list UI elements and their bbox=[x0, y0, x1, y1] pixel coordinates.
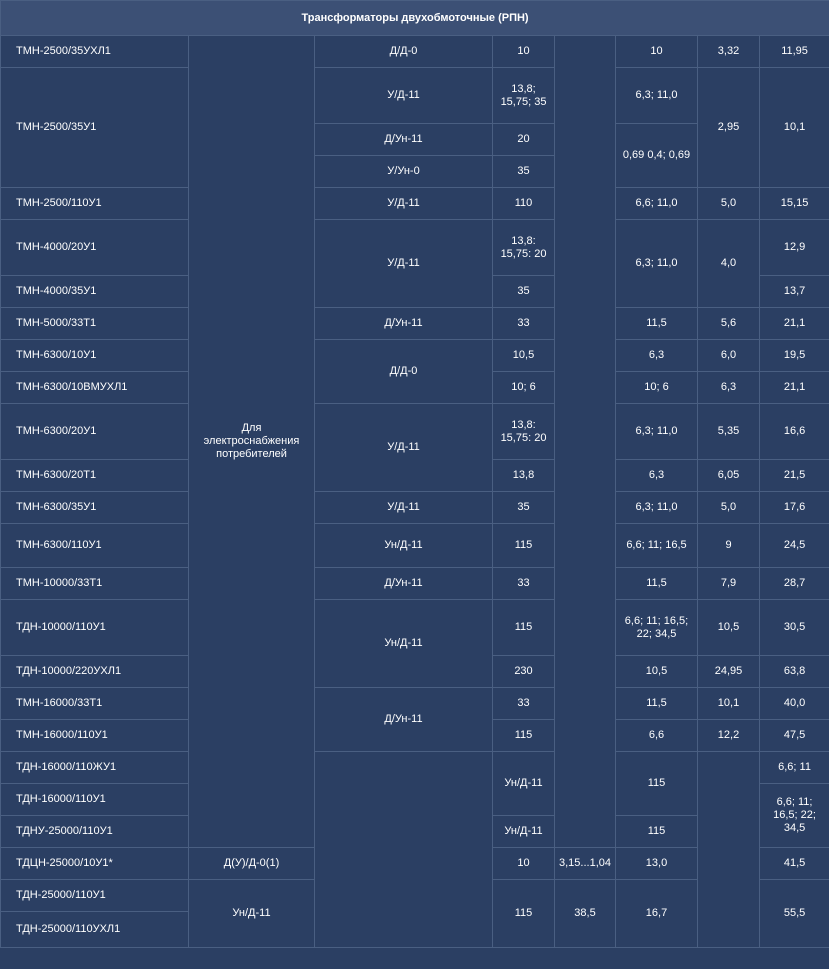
lv-cell: 6,3; 11,0 bbox=[616, 220, 698, 308]
no-load-loss-cell: 5,0 bbox=[698, 188, 760, 220]
short-circuit-loss-cell: 55,5 bbox=[760, 880, 829, 948]
connection-cell: У/Д-11 bbox=[315, 68, 493, 124]
model-cell: ТМН-6300/20Т1 bbox=[1, 460, 189, 492]
connection-cell: У/Д-11 bbox=[315, 220, 493, 308]
lv-cell: 6,6; 11; 16,5; 22; 34,5 bbox=[760, 784, 829, 848]
short-circuit-loss-cell: 15,15 bbox=[760, 188, 829, 220]
connection-cell: Ун/Д-11 bbox=[315, 600, 493, 688]
no-load-loss-cell: 3,32 bbox=[698, 36, 760, 68]
lv-cell: 10 bbox=[616, 36, 698, 68]
lv-cell: 6,3; 11,0 bbox=[616, 68, 698, 124]
short-circuit-loss-cell: 47,5 bbox=[760, 720, 829, 752]
table-title: Трансформаторы двухобмоточные (РПН) bbox=[1, 1, 829, 36]
no-load-loss-cell: 6,05 bbox=[698, 460, 760, 492]
hv-cell: 115 bbox=[493, 600, 555, 656]
no-load-loss-cell: 16,7 bbox=[616, 880, 698, 948]
lv-cell: 11,5 bbox=[616, 688, 698, 720]
no-load-loss-cell: 13,0 bbox=[616, 848, 698, 880]
table-row bbox=[1, 568, 829, 600]
hv-cell: 115 bbox=[493, 880, 555, 948]
hv-cell: 33 bbox=[493, 308, 555, 340]
connection-cell: Д/Д-0 bbox=[315, 340, 493, 404]
lv-cell: 6,6; 11 bbox=[760, 752, 829, 784]
table-row bbox=[1, 492, 829, 524]
short-circuit-loss-cell: 21,1 bbox=[760, 372, 829, 404]
lv-cell: 6,6; 11; 16,5; 22; 34,5 bbox=[616, 600, 698, 656]
short-circuit-loss-cell: 40,0 bbox=[760, 688, 829, 720]
table-row bbox=[1, 340, 829, 372]
model-cell: ТМН-2500/110У1 bbox=[1, 188, 189, 220]
lv-cell: 10,5 bbox=[616, 656, 698, 688]
short-circuit-loss-cell: 19,5 bbox=[760, 340, 829, 372]
hv-cell: 33 bbox=[493, 688, 555, 720]
model-cell: ТМН-16000/110У1 bbox=[1, 720, 189, 752]
hv-cell: 115 bbox=[493, 720, 555, 752]
model-cell: ТМН-6300/110У1 bbox=[1, 524, 189, 568]
table-row bbox=[1, 752, 829, 784]
table-row bbox=[1, 188, 829, 220]
model-cell: ТМН-6300/10ВМУХЛ1 bbox=[1, 372, 189, 404]
connection-cell: Ун/Д-11 bbox=[493, 752, 555, 816]
hv-cell: 13,8; 15,75; 35 bbox=[493, 68, 555, 124]
short-circuit-loss-cell: 17,6 bbox=[760, 492, 829, 524]
hv-cell: 35 bbox=[493, 276, 555, 308]
lv-cell: 38,5 bbox=[555, 880, 616, 948]
no-load-loss-cell: 9 bbox=[698, 524, 760, 568]
no-load-loss-cell: 7,9 bbox=[698, 568, 760, 600]
hv-cell: 230 bbox=[493, 656, 555, 688]
lv-cell: 0,69 0,4; 0,69 bbox=[616, 124, 698, 188]
short-circuit-loss-cell: 41,5 bbox=[760, 848, 829, 880]
short-circuit-loss-cell: 30,5 bbox=[760, 600, 829, 656]
no-load-loss-cell: 4,0 bbox=[698, 220, 760, 308]
connection-cell: Д/Ун-11 bbox=[315, 308, 493, 340]
hv-cell: 10 bbox=[493, 36, 555, 68]
model-cell: ТМН-6300/20У1 bbox=[1, 404, 189, 460]
model-cell: ТМН-10000/33Т1 bbox=[1, 568, 189, 600]
no-load-loss-cell: 5,0 bbox=[698, 492, 760, 524]
purpose-cell-empty bbox=[315, 752, 493, 948]
lv-cell: 10; 6 bbox=[616, 372, 698, 404]
lv-cell: 6,3; 11,0 bbox=[616, 492, 698, 524]
table-row bbox=[1, 36, 829, 68]
hv-cell: 33 bbox=[493, 568, 555, 600]
model-cell: ТМН-16000/33Т1 bbox=[1, 688, 189, 720]
connection-cell: Ун/Д-11 bbox=[189, 880, 315, 948]
purpose-cell: Для электроснабжения потребителей bbox=[189, 36, 315, 848]
short-circuit-loss-cell: 21,5 bbox=[760, 460, 829, 492]
connection-cell: У/Д-11 bbox=[315, 404, 493, 492]
hv-cell: 13,8 bbox=[493, 460, 555, 492]
model-cell: ТДН-10000/220УХЛ1 bbox=[1, 656, 189, 688]
table-row bbox=[1, 688, 829, 720]
hv-cell: 35 bbox=[493, 156, 555, 188]
hv-cell: 10 bbox=[493, 848, 555, 880]
model-cell: ТДН-10000/110У1 bbox=[1, 600, 189, 656]
short-circuit-loss-cell: 28,7 bbox=[760, 568, 829, 600]
no-load-loss-cell: 5,6 bbox=[698, 308, 760, 340]
hv-cell: 35 bbox=[493, 492, 555, 524]
model-cell: ТДН-25000/110УХЛ1 bbox=[1, 912, 189, 948]
no-load-loss-cell: 2,95 bbox=[698, 68, 760, 188]
model-cell: ТМН-5000/33Т1 bbox=[1, 308, 189, 340]
connection-cell: Д/Ун-11 bbox=[315, 124, 493, 156]
model-cell: ТДН-25000/110У1 bbox=[1, 880, 189, 912]
hv-cell: 110 bbox=[493, 188, 555, 220]
lv-cell: 6,6 bbox=[616, 720, 698, 752]
no-load-loss-cell: 10,5 bbox=[698, 600, 760, 656]
model-cell: ТМН-2500/35УХЛ1 bbox=[1, 36, 189, 68]
short-circuit-loss-cell: 16,6 bbox=[760, 404, 829, 460]
model-cell: ТДНУ-25000/110У1 bbox=[1, 816, 189, 848]
connection-cell: У/Д-11 bbox=[315, 188, 493, 220]
no-load-loss-cell: 6,3 bbox=[698, 372, 760, 404]
hv-cell: 115 bbox=[493, 524, 555, 568]
table-row bbox=[1, 68, 829, 124]
hv-cell: 10,5 bbox=[493, 340, 555, 372]
short-circuit-loss-cell: 11,95 bbox=[760, 36, 829, 68]
table-row bbox=[1, 308, 829, 340]
hv-cell: 20 bbox=[493, 124, 555, 156]
short-circuit-loss-cell: 13,7 bbox=[760, 276, 829, 308]
empty-cell bbox=[698, 752, 760, 948]
lv-cell: 6,3 bbox=[616, 460, 698, 492]
table-row bbox=[1, 600, 829, 656]
hv-cell: 10; 6 bbox=[493, 372, 555, 404]
no-load-loss-cell: 24,95 bbox=[698, 656, 760, 688]
lv-cell: 11,5 bbox=[616, 568, 698, 600]
no-load-loss-cell: 6,0 bbox=[698, 340, 760, 372]
connection-cell: Д(У)/Д-0(1) bbox=[189, 848, 315, 880]
lv-cell: 3,15...1,04 bbox=[555, 848, 616, 880]
no-load-loss-cell: 5,35 bbox=[698, 404, 760, 460]
lv-cell: 6,6; 11; 16,5 bbox=[616, 524, 698, 568]
model-cell: ТДН-16000/110У1 bbox=[1, 784, 189, 816]
short-circuit-loss-cell: 10,1 bbox=[760, 68, 829, 188]
lv-cell: 6,3; 11,0 bbox=[616, 404, 698, 460]
connection-cell: У/Д-11 bbox=[315, 492, 493, 524]
model-cell: ТМН-6300/35У1 bbox=[1, 492, 189, 524]
hv-cell: 13,8: 15,75: 20 bbox=[493, 404, 555, 460]
short-circuit-loss-cell: 24,5 bbox=[760, 524, 829, 568]
hv-cell: 115 bbox=[616, 752, 698, 816]
empty-cell bbox=[555, 36, 616, 848]
table-row bbox=[1, 404, 829, 460]
short-circuit-loss-cell: 21,1 bbox=[760, 308, 829, 340]
lv-cell: 6,6; 11,0 bbox=[616, 188, 698, 220]
model-cell: ТДН-16000/110ЖУ1 bbox=[1, 752, 189, 784]
short-circuit-loss-cell: 12,9 bbox=[760, 220, 829, 276]
no-load-loss-cell: 10,1 bbox=[698, 688, 760, 720]
lv-cell: 6,3 bbox=[616, 340, 698, 372]
hv-cell: 13,8: 15,75: 20 bbox=[493, 220, 555, 276]
model-cell: ТДЦН-25000/10У1* bbox=[1, 848, 189, 880]
short-circuit-loss-cell: 63,8 bbox=[760, 656, 829, 688]
connection-cell: Ун/Д-11 bbox=[493, 816, 555, 848]
connection-cell: Д/Ун-11 bbox=[315, 688, 493, 752]
hv-cell: 115 bbox=[616, 816, 698, 848]
model-cell: ТМН-6300/10У1 bbox=[1, 340, 189, 372]
connection-cell: У/Ун-0 bbox=[315, 156, 493, 188]
model-cell: ТМН-4000/35У1 bbox=[1, 276, 189, 308]
no-load-loss-cell: 12,2 bbox=[698, 720, 760, 752]
connection-cell: Д/Ун-11 bbox=[315, 568, 493, 600]
model-cell: ТМН-4000/20У1 bbox=[1, 220, 189, 276]
connection-cell: Ун/Д-11 bbox=[315, 524, 493, 568]
model-cell: ТМН-2500/35У1 bbox=[1, 68, 189, 188]
table-row bbox=[1, 524, 829, 568]
connection-cell: Д/Д-0 bbox=[315, 36, 493, 68]
table-row bbox=[1, 220, 829, 276]
lv-cell: 11,5 bbox=[616, 308, 698, 340]
